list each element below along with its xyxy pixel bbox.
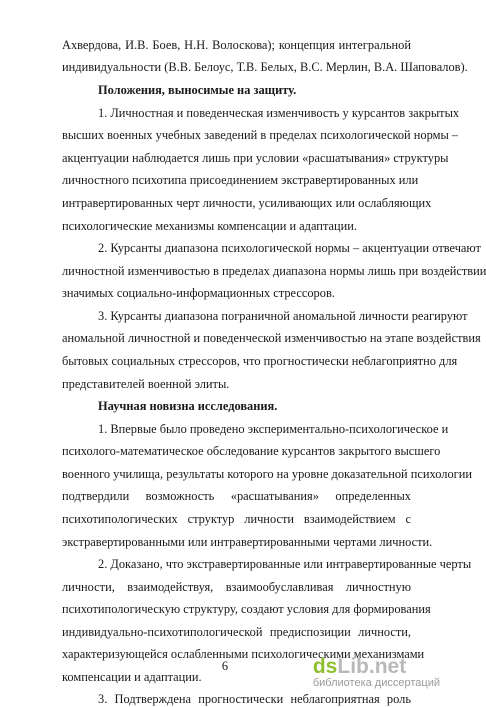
- watermark-subtitle: библиотека диссертаций: [312, 677, 440, 689]
- text-line-8: интравертированных черт личности, усиливающих или ослабляющих: [62, 196, 432, 210]
- text-line-21: подтвердили возможность «расшатывания» определенных: [62, 489, 411, 503]
- text-line-14: аномальной личностной и поведенческой изменчивостью на этапе воздействия: [62, 331, 481, 345]
- watermark: [313, 656, 440, 690]
- text-line-23: экстравертированными или интравертированными чертами личности.: [62, 535, 433, 549]
- watermark-logo: [313, 656, 440, 678]
- text-line-16: представителей военной элиты.: [62, 377, 230, 391]
- watermark-logo-lib: Lib.net: [337, 655, 407, 678]
- text-line-18: 1. Впервые было проведено экспериментально-психологическое и: [98, 422, 449, 436]
- text-line-1: Ахвердова, И.В. Боев, Н.Н. Волоскова); концепция интегральной: [62, 38, 411, 52]
- text-line-20: военного училища, результаты которого на уровне доказательной психологии: [62, 467, 472, 481]
- page-number: 6: [221, 659, 229, 673]
- text-line-11: личностной изменчивостью в пределах диапазона нормы лишь при воздействии: [62, 264, 486, 278]
- text-line-5: высших военных учебных заведений в пределах психологической нормы –: [62, 128, 459, 142]
- text-line-13: 3. Курсанты диапазона пограничной аномальной личности реагируют: [98, 309, 468, 323]
- text-line-26: психотипологическую структуру, создают условия для формирования: [62, 602, 431, 616]
- text-line-4: 1. Личностная и поведенческая изменчивость у курсантов закрытых: [98, 106, 460, 120]
- text-line-19: психолого-математическое обследование курсантов закрытого высшего: [62, 444, 441, 458]
- watermark-logo-ds: ds: [312, 655, 338, 678]
- text-line-6: акцентуации наблюдается лишь при условии «расшатывания» структуры: [62, 151, 449, 165]
- text-line-10: 2. Курсанты диапазона психологической нормы – акцентуации отвечают: [98, 241, 481, 255]
- text-line-7: личностного психотипа присоединением экстравертированных или: [62, 173, 419, 187]
- text-line-22: психотипологических структур личности взаимодействием с: [62, 512, 411, 526]
- section-heading-theses: Положения, выносимые на защиту.: [98, 83, 297, 97]
- text-line-12: значимых социально-информационных стрессоров.: [62, 286, 335, 300]
- text-line-27: индивидуально-психотипологической предиспозиции личности,: [62, 625, 411, 639]
- text-line-28: характеризующейся ослабленными психологическими механизмами: [62, 647, 425, 661]
- text-line-29: компенсации и адаптации.: [62, 670, 202, 684]
- text-line-15: бытовых социальных стрессоров, что прогностически неблагоприятно для: [62, 354, 458, 368]
- text-line-9: психологические механизмы компенсации и адаптации.: [62, 219, 357, 233]
- text-line-25: личности, взаимодействуя, взаимообуславливая личностную: [62, 580, 411, 594]
- section-heading-novelty: Научная новизна исследования.: [98, 399, 278, 413]
- text-line-30: 3. Подтверждена прогностически неблагоприятная роль: [98, 692, 411, 706]
- text-line-24: 2. Доказано, что экстравертированные или интравертированные черты: [98, 557, 472, 571]
- text-line-2: индивидуальности (В.В. Белоус, Т.В. Белых, В.С. Мерлин, В.А. Шаповалов).: [62, 60, 468, 74]
